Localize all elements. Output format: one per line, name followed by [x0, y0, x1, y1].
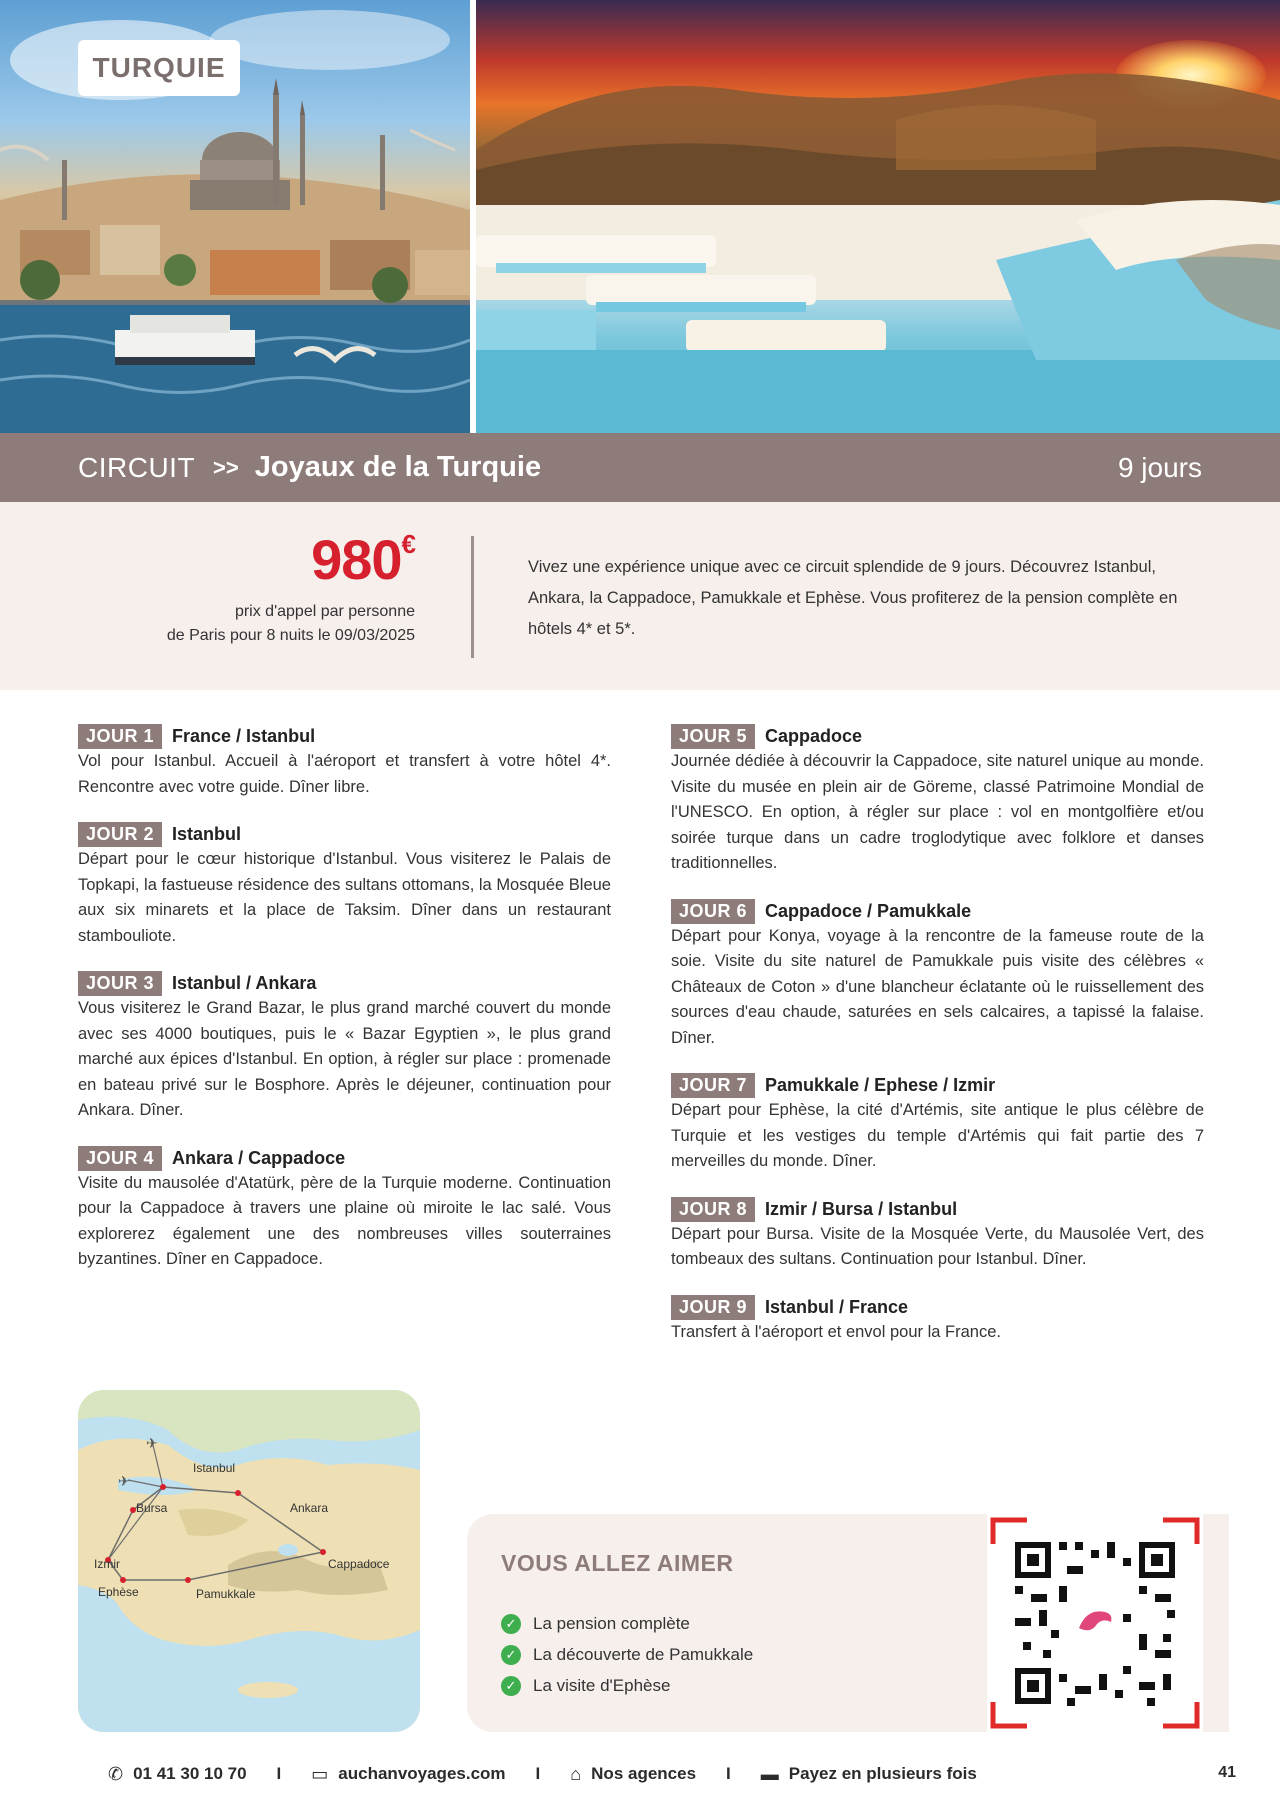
double-chevron-icon: >>	[213, 454, 239, 480]
day-tag: JOUR 3	[78, 971, 162, 996]
check-icon: ✓	[501, 1645, 521, 1665]
city-label: Pamukkale	[196, 1587, 256, 1601]
list-item	[501, 1608, 753, 1639]
day-entry	[671, 1073, 1204, 1175]
day-title: Istanbul	[172, 824, 242, 844]
price-band	[0, 502, 1280, 690]
website-label: auchanvoyages.com	[338, 1764, 506, 1783]
qr-code[interactable]	[987, 1514, 1203, 1732]
payment-label: Payez en plusieurs fois	[788, 1764, 977, 1783]
highlights-list	[501, 1608, 753, 1701]
separator: I	[276, 1764, 282, 1783]
city-label: Ankara	[290, 1501, 329, 1515]
country-badge: TURQUIE	[78, 40, 240, 96]
footer-payment[interactable]	[761, 1764, 977, 1785]
separator: I	[726, 1764, 731, 1783]
credit-card-icon: ▬	[760, 1763, 779, 1784]
day-entry	[78, 822, 611, 949]
itinerary-right-column	[671, 724, 1204, 1367]
phone-number: 01 41 30 10 70	[133, 1764, 247, 1783]
day-title: France / Istanbul	[172, 726, 316, 746]
price	[90, 528, 415, 591]
home-icon: ⌂	[570, 1763, 582, 1784]
price-block	[90, 528, 415, 648]
price-currency: €	[401, 529, 415, 560]
day-title: Cappadoce	[765, 726, 863, 746]
day-text: Transfert à l'aéroport et envol pour la France.	[671, 1322, 1001, 1341]
day-title: Pamukkale / Ephese / Izmir	[765, 1075, 996, 1095]
day-title: Cappadoce / Pamukkale	[765, 900, 972, 921]
pamukkale-photo	[476, 0, 1280, 433]
day-tag: JOUR 1	[78, 724, 162, 749]
list-item	[501, 1670, 753, 1701]
day-tag: JOUR 8	[671, 1197, 755, 1222]
itinerary-left-column	[78, 724, 611, 1295]
day-entry	[78, 971, 611, 1124]
day-text: Départ pour Ephèse, la cité d'Artémis, site antique le plus célèbre de Turquie et les vestiges du temple d'Artémis qui fait partie des 7 merveilles du monde. Dîner.	[671, 1101, 1204, 1170]
price-amount: 980	[311, 528, 402, 591]
price-conditions	[90, 600, 415, 648]
day-text: Journée dédiée à découvrir la Cappadoce, site naturel unique au monde. Visite du musée en plein air de Göreme, classé Patrimoine Mondial de l'UNESCO. En option, à régler sur place : vol en montgolfière et/ou soirée turque dans un cadre troglodytique avec folklore et danses traditionnelles.	[671, 752, 1204, 872]
day-entry	[671, 724, 1204, 877]
highlight-label: La visite d'Ephèse	[533, 1675, 671, 1695]
monitor-icon: ▭	[311, 1763, 329, 1784]
day-text: Vol pour Istanbul. Accueil à l'aéroport et transfert à votre hôtel 4*. Rencontre avec votre guide. Dîner libre.	[78, 752, 611, 796]
day-entry	[671, 899, 1204, 1052]
route-map	[78, 1390, 420, 1732]
check-icon: ✓	[501, 1614, 521, 1634]
agencies-label: Nos agences	[591, 1764, 697, 1783]
footer	[0, 1756, 1280, 1792]
day-text: Départ pour Bursa. Visite de la Mosquée Verte, du Mausolée Vert, des tombeaux des sultans. Continuation pour Istanbul. Dîner.	[671, 1224, 1204, 1268]
day-text: Vous visiterez le Grand Bazar, le plus grand marché couvert du monde avec ses 4000 boutiques, puis le « Bazar Egyptien », le plus grand marché aux épices d'Istanbul. En option, à régler sur place : promenade en bateau privé sur le Bosphore. Après le déjeuner, continuation pour Ankara. Dîner.	[78, 999, 611, 1119]
plane-icon: ✈	[118, 1473, 130, 1489]
day-title: Ankara / Cappadoce	[172, 1147, 346, 1168]
highlight-label: La pension complète	[533, 1613, 690, 1633]
separator: I	[535, 1764, 541, 1783]
day-title: Istanbul / Ankara	[172, 973, 317, 993]
hero-images	[0, 0, 1280, 433]
circuit-name: Joyaux de la Turquie	[254, 451, 542, 483]
phone-icon: ✆	[108, 1763, 124, 1784]
highlights-title: VOUS ALLEZ AIMER	[501, 1550, 734, 1576]
day-text: Départ pour Konya, voyage à la rencontre de la fameuse route de la soie. Visite du site naturel de Pamukkale puis visite des célèbres « Châteaux de Coton » d'une blancheur éclatante où le ruissellement des sources d'eau chaude, saturées en sels calcaires, a tapissé la falaise. Dîner.	[671, 926, 1204, 1047]
circuit-title-bar	[0, 433, 1280, 502]
day-title: Istanbul / France	[765, 1296, 909, 1317]
city-label: Bursa	[136, 1501, 168, 1515]
city-label: Cappadoce	[328, 1557, 390, 1571]
city-label: Izmir	[94, 1557, 120, 1571]
day-entry	[671, 1197, 1204, 1273]
day-text: Départ pour le cœur historique d'Istanbul. Vous visiterez le Palais de Topkapi, la fastueuse résidence des sultans ottomans, la Mosquée Bleue aux six minarets et la place de Taksim. Dîner dans un restaurant stambouliote.	[78, 850, 611, 945]
price-line-1: prix d'appel par personne	[234, 603, 415, 620]
day-entry	[78, 1146, 611, 1273]
day-tag: JOUR 6	[671, 899, 755, 924]
highlight-label: La découverte de Pamukkale	[533, 1644, 754, 1664]
day-tag: JOUR 4	[78, 1146, 162, 1171]
plane-icon: ✈	[146, 1435, 158, 1451]
day-tag: JOUR 5	[671, 724, 755, 749]
footer-phone[interactable]	[108, 1764, 247, 1785]
day-text: Visite du mausolée d'Atatürk, père de la Turquie moderne. Continuation pour la Cappadoce à travers une plaine où miroite le lac salé. Vous explorerez également une des nombreuses villes souterraines byzantines. Dîner en Cappadoce.	[78, 1173, 611, 1268]
day-tag: JOUR 9	[671, 1295, 755, 1320]
circuit-category: CIRCUIT	[78, 451, 196, 483]
day-entry	[78, 724, 611, 800]
page-number: 41	[1218, 1764, 1236, 1781]
price-line-2: de Paris pour 8 nuits le 09/03/2025	[166, 627, 415, 644]
list-item	[501, 1639, 753, 1670]
day-title: Izmir / Bursa / Istanbul	[765, 1198, 958, 1219]
footer-website[interactable]	[311, 1764, 505, 1785]
circuit-duration: 9 jours	[1117, 451, 1202, 483]
check-icon: ✓	[501, 1676, 521, 1696]
day-tag: JOUR 7	[671, 1073, 755, 1098]
divider	[471, 536, 474, 658]
intro-text: Vivez une expérience unique avec ce circuit splendide de 9 jours. Découvrez Istanbul, Ankara, la Cappadoce, Pamukkale et Ephèse. Vous profiterez de la pension complète en hôtels 4* et 5*.	[528, 558, 1178, 638]
city-label: Istanbul	[193, 1461, 236, 1475]
highlights-box	[467, 1514, 1229, 1732]
day-tag: JOUR 2	[78, 822, 162, 847]
city-label: Ephèse	[98, 1585, 139, 1599]
footer-agencies[interactable]	[570, 1764, 696, 1785]
day-entry	[671, 1295, 1204, 1346]
